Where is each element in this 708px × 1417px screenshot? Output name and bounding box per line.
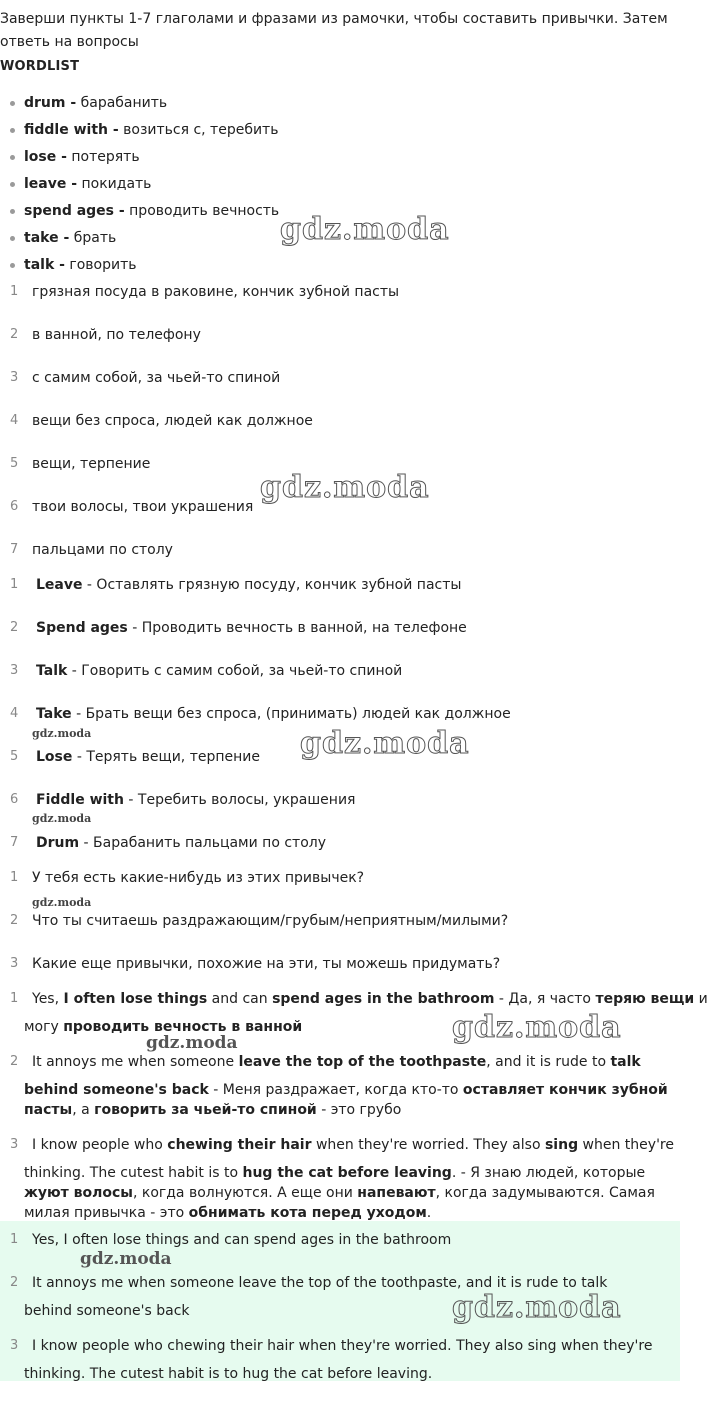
text-run: - это грубо [316,1102,402,1118]
bullet-icon [10,236,15,241]
question-text: У тебя есть какие-нибудь из этих привычек? [32,870,365,886]
wordlist-word: leave - [24,176,78,192]
bold-run: говорить за чьей-то спиной [94,1102,317,1118]
item-number: 6 [10,499,19,514]
item-number: 7 [10,835,19,850]
item-text: твои волосы, твои украшения [32,499,254,515]
bold-run: talk [610,1054,641,1070]
wordlist-meaning: брать [69,230,117,246]
reply-line [32,1052,641,1072]
answer-word: Talk [36,663,68,679]
wordlist-meaning: потерять [66,149,140,165]
text-run: , когда волнуются. А еще они [132,1185,358,1201]
reply-line [24,1203,431,1223]
wordlist-meaning: возиться с, теребить [118,122,279,138]
text-run: thinking. The cutest habit is to [24,1165,243,1181]
answer-text: - Проводить вечность в ванной, на телефоне [127,620,467,636]
wordlist-word: talk - [24,257,65,273]
answer-text: - Барабанить пальцами по столу [79,835,326,851]
bullet-icon [10,128,15,133]
text-run: - Меня раздражает, когда кто-то [208,1082,463,1098]
text-run: и [694,991,708,1007]
item-number: 1 [10,1232,19,1247]
answer-word: Lose [36,749,73,765]
watermark: gdz.moda [452,1290,622,1325]
wordlist-meaning: барабанить [76,95,168,111]
text-run: могу [24,1019,64,1035]
bold-run: chewing their hair [167,1137,312,1153]
watermark: gdz.moda [280,212,450,247]
bullet-icon [10,263,15,268]
reply-line [24,1100,401,1120]
reply-line [24,1080,668,1100]
text-run: when they're worried. They also [311,1137,545,1153]
bullet-icon [10,182,15,187]
answer-text: - Оставлять грязную посуду, кончик зубной пасты [82,577,462,593]
final-line: I know people who chewing their hair when they're worried. They also sing when they're [32,1338,653,1354]
bold-run: проводить вечность в ванной [63,1019,303,1035]
watermark: gdz.moda [32,896,92,909]
reply-line [32,1135,674,1155]
item-number: 3 [10,1338,19,1353]
bullet-icon [10,155,15,160]
wordlist-word: fiddle with - [24,122,119,138]
text-run: I know people who [32,1137,168,1153]
reply-item [0,1052,680,1120]
item-number: 2 [10,327,19,342]
wordlist-word: take - [24,230,70,246]
bold-run: теряю вещи [595,991,695,1007]
bullet-icon [10,209,15,214]
text-run: It annoys me when someone [32,1054,239,1070]
wordlist-title: WORDLIST [0,59,80,74]
answer-word: Fiddle with [36,792,124,808]
watermark: gdz.moda [300,726,470,761]
text-run: . - Я знаю людей, которые [451,1165,646,1181]
bullet-icon [10,101,15,106]
item-text: вещи, терпение [32,456,151,472]
item-text: в ванной, по телефону [32,327,201,343]
watermark: gdz.moda [260,470,430,505]
text-run: when they're [578,1137,674,1153]
item-number: 6 [10,792,19,807]
text-run: . [426,1205,432,1221]
bold-run: spend ages in the bathroom [272,991,495,1007]
wordlist-meaning: проводить вечность [124,203,280,219]
text-run: милая привычка - это [24,1205,189,1221]
final-line: behind someone's back [24,1303,190,1319]
question-text: Что ты считаешь раздражающим/грубым/неприятным/милыми? [32,913,509,929]
item-number: 2 [10,1054,19,1069]
watermark: gdz.moda [80,1249,172,1269]
answer-word: Drum [36,835,80,851]
task-instruction: Заверши пункты 1-7 глаголами и фразами из рамочки, чтобы составить привычки. Затем ответь на вопросы [0,11,668,50]
answer-text: - Брать вещи без спроса, (принимать) людей как должное [71,706,511,722]
wordlist-meaning: говорить [64,257,137,273]
item-number: 2 [10,620,19,635]
text-run: - Да, я часто [494,991,596,1007]
item-number: 4 [10,413,19,428]
item-number: 2 [10,913,19,928]
text-run: and can [207,991,273,1007]
watermark: gdz.moda [32,727,92,740]
reply-line [32,989,708,1009]
bold-run: leave the top of the toothpaste [238,1054,487,1070]
item-number: 3 [10,370,19,385]
bold-run: hug the cat before leaving [242,1165,452,1181]
item-number: 3 [10,1137,19,1152]
final-item [0,1336,680,1384]
answer-word: Spend ages [36,620,128,636]
item-number: 2 [10,1275,19,1290]
item-number: 1 [10,577,19,592]
item-number: 5 [10,749,19,764]
item-number: 4 [10,706,19,721]
item-number: 1 [10,991,19,1006]
item-number: 3 [10,956,19,971]
item-text: грязная посуда в раковине, кончик зубной пасты [32,284,400,300]
reply-line [24,1163,645,1183]
reply-item [0,1135,680,1223]
bold-run: оставляет кончик зубной [462,1082,668,1098]
bold-run: пасты [24,1102,73,1118]
bold-run: обнимать кота перед уходом [188,1205,427,1221]
watermark: gdz.moda [32,812,92,825]
reply-line [24,1183,655,1203]
wordlist-word: lose - [24,149,67,165]
bold-run: напевают [357,1185,436,1201]
item-number: 7 [10,542,19,557]
watermark: gdz.moda [452,1010,622,1045]
answer-text: - Теребить волосы, украшения [123,792,356,808]
answer-text: - Говорить с самим собой, за чьей-то спиной [67,663,403,679]
bold-run: sing [544,1137,579,1153]
item-number: 3 [10,663,19,678]
bold-run: I often lose things [63,991,208,1007]
item-text: с самим собой, за чьей-то спиной [32,370,281,386]
answer-word: Take [36,706,72,722]
final-line: thinking. The cutest habit is to hug the cat before leaving. [24,1366,433,1382]
item-text: вещи без спроса, людей как должное [32,413,313,429]
final-line: It annoys me when someone leave the top of the toothpaste, and it is rude to talk [32,1275,608,1291]
wordlist-word: spend ages - [24,203,125,219]
wordlist-meaning: покидать [77,176,152,192]
wordlist-word: drum - [24,95,77,111]
item-number: 1 [10,284,19,299]
text-run: , and it is rude to [486,1054,611,1070]
bold-run: жуют волосы [24,1185,133,1201]
bold-run: behind someone's back [24,1082,209,1098]
final-line: Yes, I often lose things and can spend ages in the bathroom [32,1232,452,1248]
answer-text: - Терять вещи, терпение [72,749,260,765]
item-text: пальцами по столу [32,542,173,558]
item-number: 5 [10,456,19,471]
text-run: , когда задумываются. Самая [435,1185,655,1201]
question-text: Какие еще привычки, похожие на эти, ты можешь придумать? [32,956,501,972]
item-number: 1 [10,870,19,885]
watermark: gdz.moda [146,1033,238,1053]
answer-word: Leave [36,577,83,593]
text-run: , а [72,1102,95,1118]
text-run: Yes, [32,991,64,1007]
